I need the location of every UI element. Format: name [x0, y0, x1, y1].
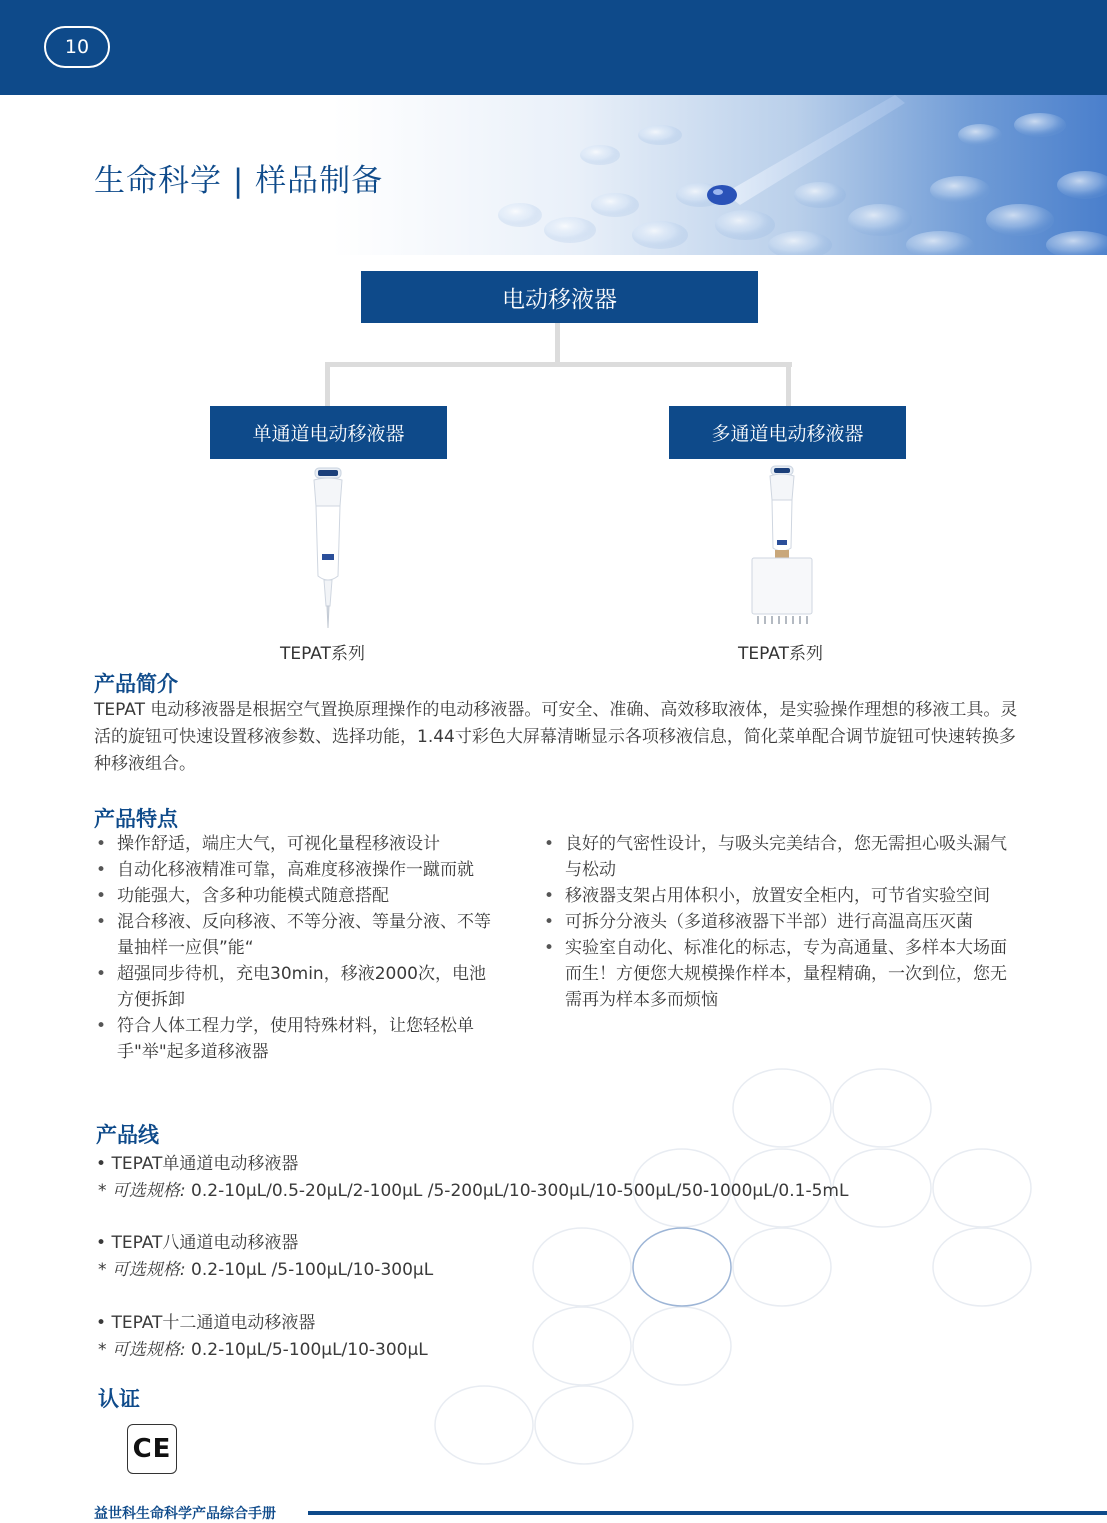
feature-item: • 符合人体工程力学，使用特殊材料，让您轻松单手"举"起多道移液器 — [94, 1013, 494, 1065]
feature-item: • 操作舒适，端庄大气，可视化量程移液设计 — [94, 831, 494, 857]
multi-channel-pipette-image — [748, 464, 818, 629]
features-heading: 产品特点 — [94, 807, 178, 831]
footer-text: 益世科生命科学产品综合手册 — [94, 1506, 276, 1522]
ce-mark-icon: CE — [127, 1424, 177, 1474]
product-item: • TEPAT十二通道电动移液器 — [96, 1313, 316, 1333]
connector-right-drop — [786, 362, 791, 406]
intro-heading: 产品简介 — [94, 672, 178, 696]
product-spec: * 可选规格: 0.2-10μL /5-100μL/10-300μL — [98, 1260, 434, 1280]
page-title: 生命科学 | 样品制备 — [94, 163, 384, 199]
footer-rule — [308, 1511, 1107, 1515]
page-number-badge: 10 — [44, 26, 110, 68]
feature-item: • 混合移液、反向移液、不等分液、等量分液、不等量抽样一应俱”能“ — [94, 909, 494, 961]
product-spec: * 可选规格: 0.2-10μL/0.5-20μL/2-100μL /5-200μL/10-300μL/10-500μL/50-1000μL/0.1-5mL — [98, 1181, 849, 1201]
feature-item: • 自动化移液精准可靠，高难度移液操作一蹴而就 — [94, 857, 494, 883]
feature-item: • 功能强大，含多种功能模式随意搭配 — [94, 883, 494, 909]
hero-banner — [0, 95, 1107, 255]
feature-item: • 可拆分分液头（多道移液器下半部）进行高温高压灭菌 — [542, 909, 1019, 935]
features-list-left — [94, 831, 494, 1065]
product-spec: * 可选规格: 0.2-10μL/5-100μL/10-300μL — [98, 1340, 428, 1360]
tree-child-single-channel: 单通道电动移液器 — [210, 406, 447, 459]
product-line-heading: 产品线 — [96, 1123, 159, 1147]
feature-item: • 实验室自动化、标准化的标志，专为高通量、多样本大场面而生！方便您大规模操作样本，量程精确，一次到位，您无需再为样本多而烦恼 — [542, 935, 1019, 1013]
single-channel-series-label: TEPAT系列 — [280, 644, 365, 664]
connector-left-drop — [325, 362, 330, 406]
product-item: • TEPAT单通道电动移液器 — [96, 1154, 299, 1174]
multi-channel-series-label: TEPAT系列 — [738, 644, 823, 664]
feature-item: • 移液器支架占用体积小，放置安全柜内，可节省实验空间 — [542, 883, 1019, 909]
certification-heading: 认证 — [98, 1387, 140, 1411]
feature-item: • 良好的气密性设计，与吸头完美结合，您无需担心吸头漏气与松动 — [542, 831, 1019, 883]
features-list-right — [542, 831, 1019, 1013]
product-item: • TEPAT八通道电动移液器 — [96, 1233, 299, 1253]
single-channel-pipette-image — [300, 466, 360, 636]
connector-horizontal — [325, 362, 792, 367]
tree-root-box: 电动移液器 — [361, 271, 758, 323]
intro-paragraph: TEPAT 电动移液器是根据空气置换原理操作的电动移液器。可安全、准确、高效移取液体，是实验操作理想的移液工具。灵活的旋钮可快速设置移液参数、选择功能，1.44寸彩色大屏幕清晰显示各项移液信息，简化菜单配合调节旋钮可快速转换多种移液组合。 — [94, 700, 1018, 774]
connector-vertical-root — [555, 323, 560, 366]
feature-item: • 超强同步待机，充电30min，移液2000次，电池方便拆卸 — [94, 961, 494, 1013]
top-bar — [0, 0, 1107, 95]
tree-child-multi-channel: 多通道电动移液器 — [669, 406, 906, 459]
